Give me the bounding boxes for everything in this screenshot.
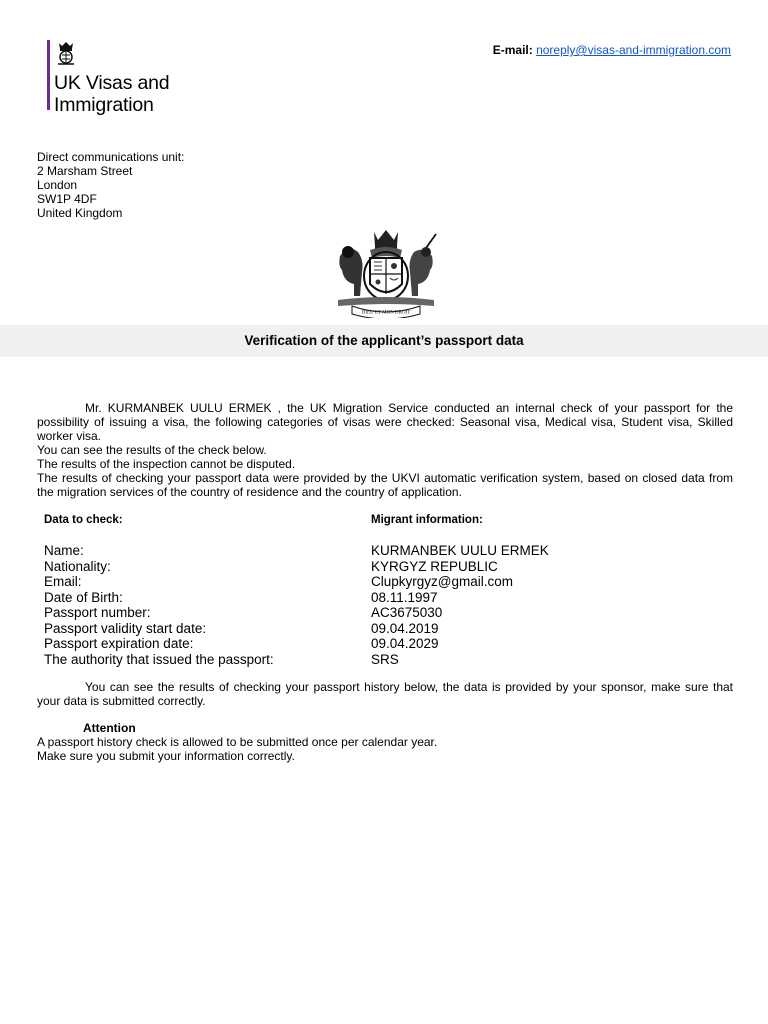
coat-of-arms-icon: [330, 226, 442, 318]
row-label: Email:: [44, 574, 82, 589]
email-link[interactable]: noreply@visas-and-immigration.com: [536, 43, 731, 57]
coat-motto: DIEU ET MON DROIT: [361, 310, 411, 316]
row-value: SRS: [371, 651, 399, 667]
intro-line: The results of checking your passport data were provided by the UKVI automatic verification system, based on closed data from the migration services of the country of residence and the country of application.: [37, 471, 733, 499]
row-label: Passport expiration date:: [44, 636, 194, 651]
attention-line: A passport history check is allowed to be submitted once per calendar year.: [37, 735, 438, 749]
email-label: E-mail:: [492, 43, 533, 57]
address-line: London: [37, 178, 78, 192]
row-label: Nationality:: [44, 558, 111, 574]
row-label: The authority that issued the passport:: [44, 651, 274, 667]
table-header-data-to-check: Data to check:: [44, 514, 123, 526]
row-label: Date of Birth:: [44, 589, 123, 605]
email-contact: [493, 43, 731, 57]
intro-first-text: Mr. KURMANBEK UULU ERMEK , the UK Migration Service conducted an internal check of your passport for the possibility of issuing a visa, the following categories of visas were checked: Seasonal visa, Medical visa, Student visa, Skilled worker visa.: [37, 401, 733, 443]
row-value: 09.04.2029: [371, 636, 439, 651]
logo-line-1: UK Visas and: [54, 72, 170, 94]
logo-text: [54, 72, 169, 116]
row-value: KURMANBEK UULU ERMEK: [371, 543, 549, 558]
address-line: SW1P 4DF: [37, 192, 97, 206]
row-label: Passport validity start date:: [44, 620, 207, 636]
royal-crest-icon: [55, 40, 77, 66]
history-paragraph: [37, 680, 733, 708]
history-text: You can see the results of checking your passport history below, the data is provided by your sponsor, make sure that your data is submitted correctly.: [37, 680, 733, 708]
address-line: Direct communications unit:: [37, 150, 185, 164]
intro-paragraph: [37, 401, 733, 499]
intro-line: The results of the inspection cannot be disputed.: [37, 457, 296, 471]
table-header-migrant-info: Migrant information:: [371, 514, 483, 526]
address-line: 2 Marsham Street: [37, 164, 133, 178]
address-block: [37, 150, 184, 220]
logo-brand-bar: [47, 40, 50, 110]
logo-line-2: Immigration: [54, 94, 154, 116]
row-value: AC3675030: [371, 605, 443, 620]
page-title: Verification of the applicant’s passport data: [244, 333, 524, 348]
attention-heading: Attention: [83, 721, 136, 735]
attention-line: Make sure you submit your information correctly.: [37, 749, 295, 763]
row-value: KYRGYZ REPUBLIC: [371, 558, 498, 574]
row-label: Name:: [44, 543, 84, 558]
row-value: 08.11.1997: [371, 589, 438, 605]
attention-paragraph: [37, 735, 733, 763]
row-value: Clupkyrgyz@gmail.com: [371, 574, 513, 589]
intro-line: You can see the results of the check below.: [37, 443, 267, 457]
row-value: 09.04.2019: [371, 620, 439, 636]
intro-first-line: [37, 401, 733, 443]
row-label: Passport number:: [44, 605, 151, 620]
address-line: United Kingdom: [37, 206, 123, 220]
